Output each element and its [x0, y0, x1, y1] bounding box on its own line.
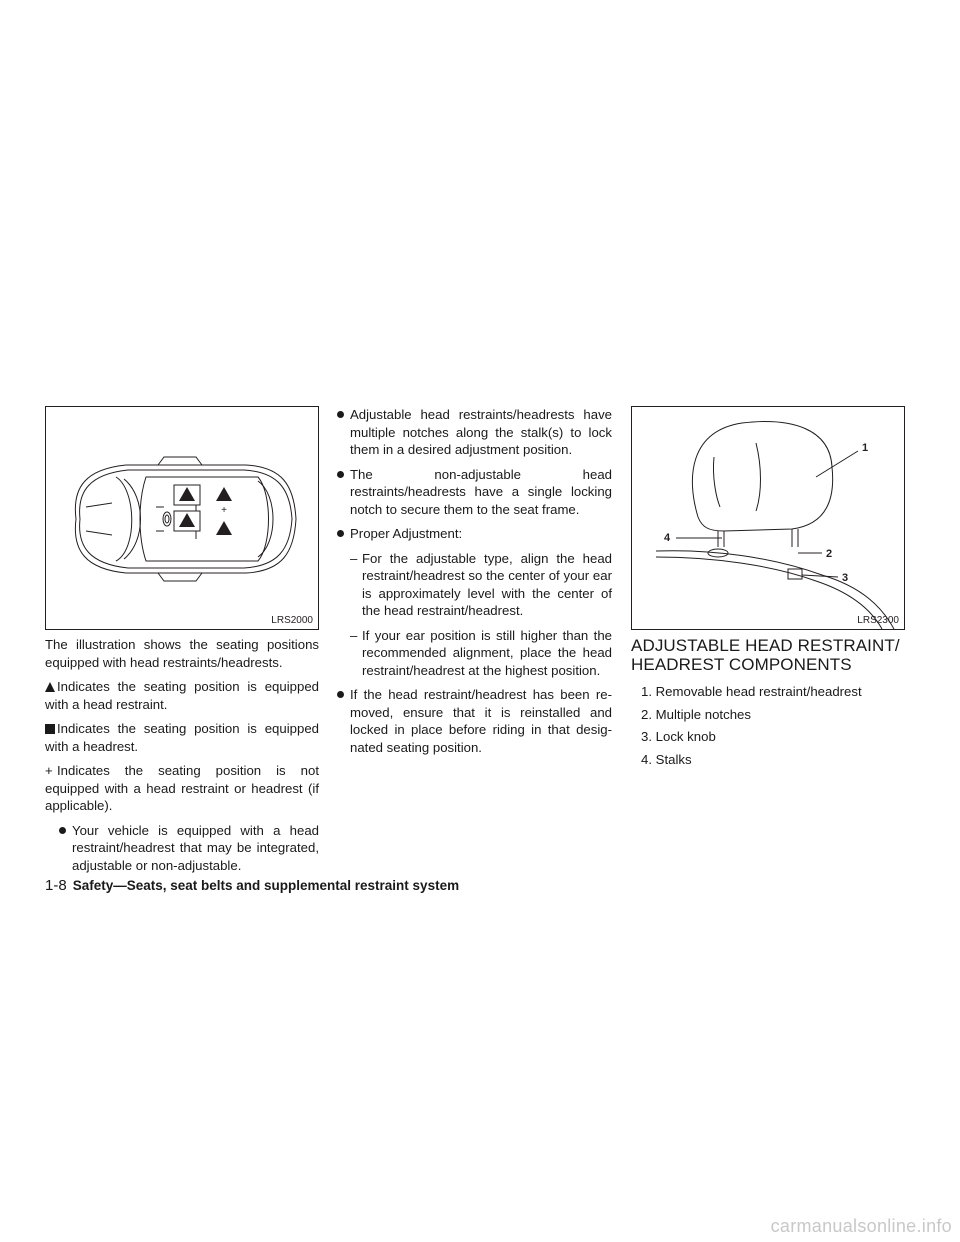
legend-text: Indicates the seating position is not equipped with a head restraint or headrest (if applicable). — [45, 763, 319, 813]
legend-square — [45, 720, 319, 755]
legend-triangle — [45, 678, 319, 713]
section-title: Safety—Seats, seat belts and supplemental restraint system — [72, 878, 460, 893]
figure-id: LRS2000 — [271, 615, 313, 626]
list-item: 3. Lock knob — [641, 729, 716, 744]
sub-item-text: If your ear position is still higher than the recommended alignment, place the head restraint/headrest at the highest position. — [362, 627, 612, 678]
legend-text: Indicates the seating position is equipped with a head restraint. — [45, 679, 319, 712]
list-item: 1. Removable head restraint/headrest — [641, 684, 862, 699]
bullet-text: The non-adjustable head restraints/headrests have a single locking notch to secure them to the seat frame. — [350, 466, 612, 517]
dash-mark: – — [350, 550, 358, 566]
square-icon — [45, 720, 57, 738]
bullet-dot-icon — [59, 827, 66, 834]
callout-3: 3 — [842, 572, 849, 584]
column-3 — [631, 406, 905, 773]
callout-2: 2 — [826, 548, 833, 560]
bullet-dot-icon — [337, 691, 344, 698]
car-top-view-illustration — [46, 407, 318, 629]
bullet-item — [59, 822, 319, 875]
column-1 — [45, 406, 319, 881]
callout-1: 1 — [862, 442, 869, 454]
head-restraint-figure — [631, 406, 905, 630]
bullet-dot-icon — [337, 411, 344, 418]
legend-plus — [45, 762, 319, 815]
plus-symbol: + — [45, 763, 53, 778]
bullet-item — [337, 406, 612, 459]
callout-4: 4 — [664, 532, 671, 544]
bullet-dot-icon — [337, 471, 344, 478]
bullet-text: Proper Adjustment: — [350, 526, 463, 541]
heading-line-1: ADJUSTABLE HEAD RESTRAINT/ — [631, 636, 900, 655]
heading-line-2: HEADREST COMPONENTS — [631, 655, 852, 674]
dash-mark: – — [350, 627, 358, 643]
sub-item — [337, 550, 612, 620]
page-footer — [45, 877, 459, 895]
list-item: 2. Multiple notches — [641, 706, 751, 722]
page-number: 1-8 — [45, 877, 67, 894]
triangle-icon — [45, 678, 57, 696]
legend-text: Indicates the seating position is equipped with a headrest. — [45, 721, 319, 754]
watermark: carmanualsonline.info — [770, 1216, 952, 1236]
sub-item-text: For the adjustable type, align the head restraint/headrest so the center of your ear is approximately level with the center of the head restraint/headrest. — [362, 550, 612, 618]
section-heading — [631, 636, 905, 674]
sub-item — [337, 627, 612, 680]
intro-paragraph: The illustration shows the seating positions equipped with head restraints/headrests. — [45, 637, 319, 670]
bullet-text: Adjustable head restraints/headrests have multiple notches along the stalk(s) to lock them in a desired adjustment position. — [350, 407, 612, 457]
bullet-dot-icon — [337, 530, 344, 537]
list-item: 4. Stalks — [641, 751, 692, 767]
bullet-text: If the head restraint/headrest has been re-moved, ensure that it is reinstalled and locked in place before riding in that desig-nated seating position. — [350, 687, 612, 755]
plus-mark: + — [221, 505, 227, 516]
bullet-item — [337, 525, 612, 543]
components-list — [641, 683, 905, 768]
column-2 — [337, 406, 612, 763]
figure-id: LRS2300 — [857, 615, 899, 626]
bullet-item — [337, 466, 612, 519]
bullet-text: Your vehicle is equipped with a head restraint/headrest that may be integrated, adjustable or non-adjustable. — [72, 822, 319, 873]
head-restraint-illustration — [632, 407, 904, 629]
bullet-item — [337, 686, 612, 756]
car-top-view-figure — [45, 406, 319, 630]
